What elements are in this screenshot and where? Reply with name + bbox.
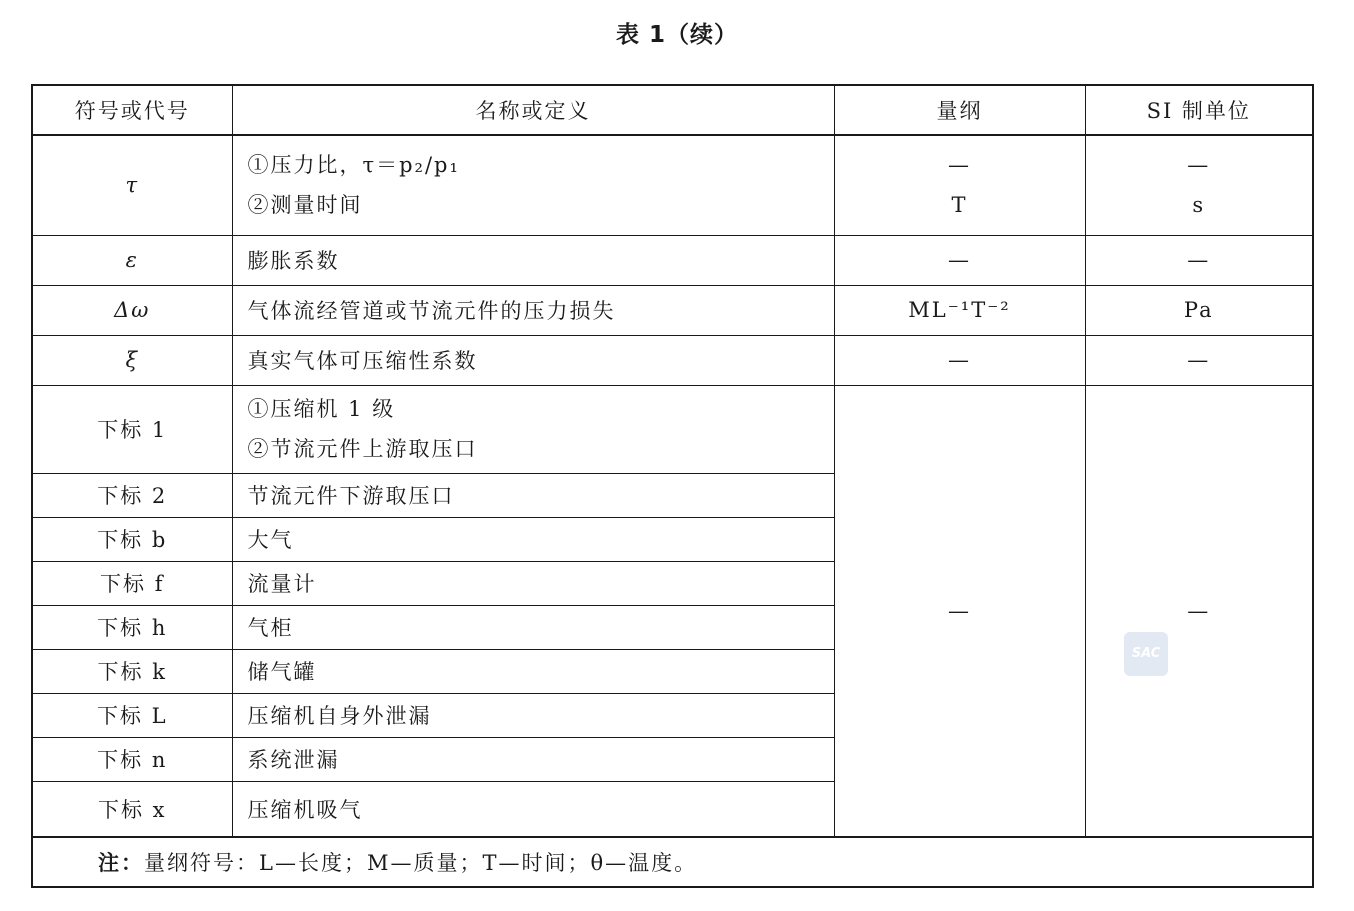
si-unit-line: s [1192, 193, 1206, 218]
note-text: 量纲符号：L—长度；M—质量；T—时间；θ—温度。 [144, 851, 698, 875]
table-header-row [32, 85, 1313, 135]
name-line: ②测量时间 [247, 193, 363, 218]
dimension-cell: — [834, 235, 1085, 285]
header-si-unit: SI 制单位 [1085, 85, 1313, 135]
table-row [32, 335, 1313, 385]
symbol-cell: Δω [32, 285, 232, 335]
subscript-dimension-cell: — [834, 385, 1085, 837]
name-line: ②节流元件上游取压口 [247, 437, 478, 461]
name-cell: 气体流经管道或节流元件的压力损失 [232, 285, 834, 335]
note-cell [32, 837, 1313, 887]
definitions-table [31, 84, 1314, 888]
header-dimension: 量纲 [834, 85, 1085, 135]
subscript-si-unit-cell: — [1085, 385, 1313, 837]
name-cell: 压缩机自身外泄漏 [232, 693, 834, 737]
dimension-cell: — [834, 335, 1085, 385]
name-line: ①压力比，τ＝p₂/p₁ [247, 153, 460, 178]
symbol-cell: τ [32, 135, 232, 235]
name-cell: 气柜 [232, 605, 834, 649]
name-cell: 大气 [232, 517, 834, 561]
table-row [32, 285, 1313, 335]
si-unit-line: — [1187, 153, 1211, 178]
symbol-cell: ε [32, 235, 232, 285]
name-cell [232, 135, 834, 235]
note-label: 注： [98, 851, 144, 875]
name-cell: 流量计 [232, 561, 834, 605]
symbol-cell: 下标 2 [32, 473, 232, 517]
table-row [32, 385, 1313, 473]
si-unit-cell: Pa [1085, 285, 1313, 335]
header-name: 名称或定义 [232, 85, 834, 135]
symbol-cell: 下标 n [32, 737, 232, 781]
symbol-cell: ξ [32, 335, 232, 385]
name-cell: 节流元件下游取压口 [232, 473, 834, 517]
name-cell: 真实气体可压缩性系数 [232, 335, 834, 385]
name-cell: 膨胀系数 [232, 235, 834, 285]
dimension-line: T [951, 193, 968, 218]
symbol-cell: 下标 x [32, 781, 232, 837]
si-unit-cell: — [1085, 235, 1313, 285]
table-title: 表 1（续） [615, 22, 738, 48]
name-cell: 压缩机吸气 [232, 781, 834, 837]
symbol-cell: 下标 k [32, 649, 232, 693]
sac-watermark-logo: SAC [1124, 632, 1168, 676]
symbol-cell: 下标 f [32, 561, 232, 605]
note-row [32, 837, 1313, 887]
si-unit-cell: — [1085, 335, 1313, 385]
symbol-cell: 下标 h [32, 605, 232, 649]
symbol-cell: 下标 L [32, 693, 232, 737]
header-symbol: 符号或代号 [32, 85, 232, 135]
name-cell: 系统泄漏 [232, 737, 834, 781]
name-cell [232, 385, 834, 473]
dimension-cell: ML⁻¹T⁻² [834, 285, 1085, 335]
name-line: ①压缩机 1 级 [247, 397, 396, 421]
dimension-line: — [948, 153, 971, 178]
symbol-cell: 下标 1 [32, 385, 232, 473]
dimension-cell [834, 135, 1085, 235]
si-unit-cell [1085, 135, 1313, 235]
table-row [32, 135, 1313, 235]
table-row [32, 235, 1313, 285]
name-cell: 储气罐 [232, 649, 834, 693]
symbol-cell: 下标 b [32, 517, 232, 561]
